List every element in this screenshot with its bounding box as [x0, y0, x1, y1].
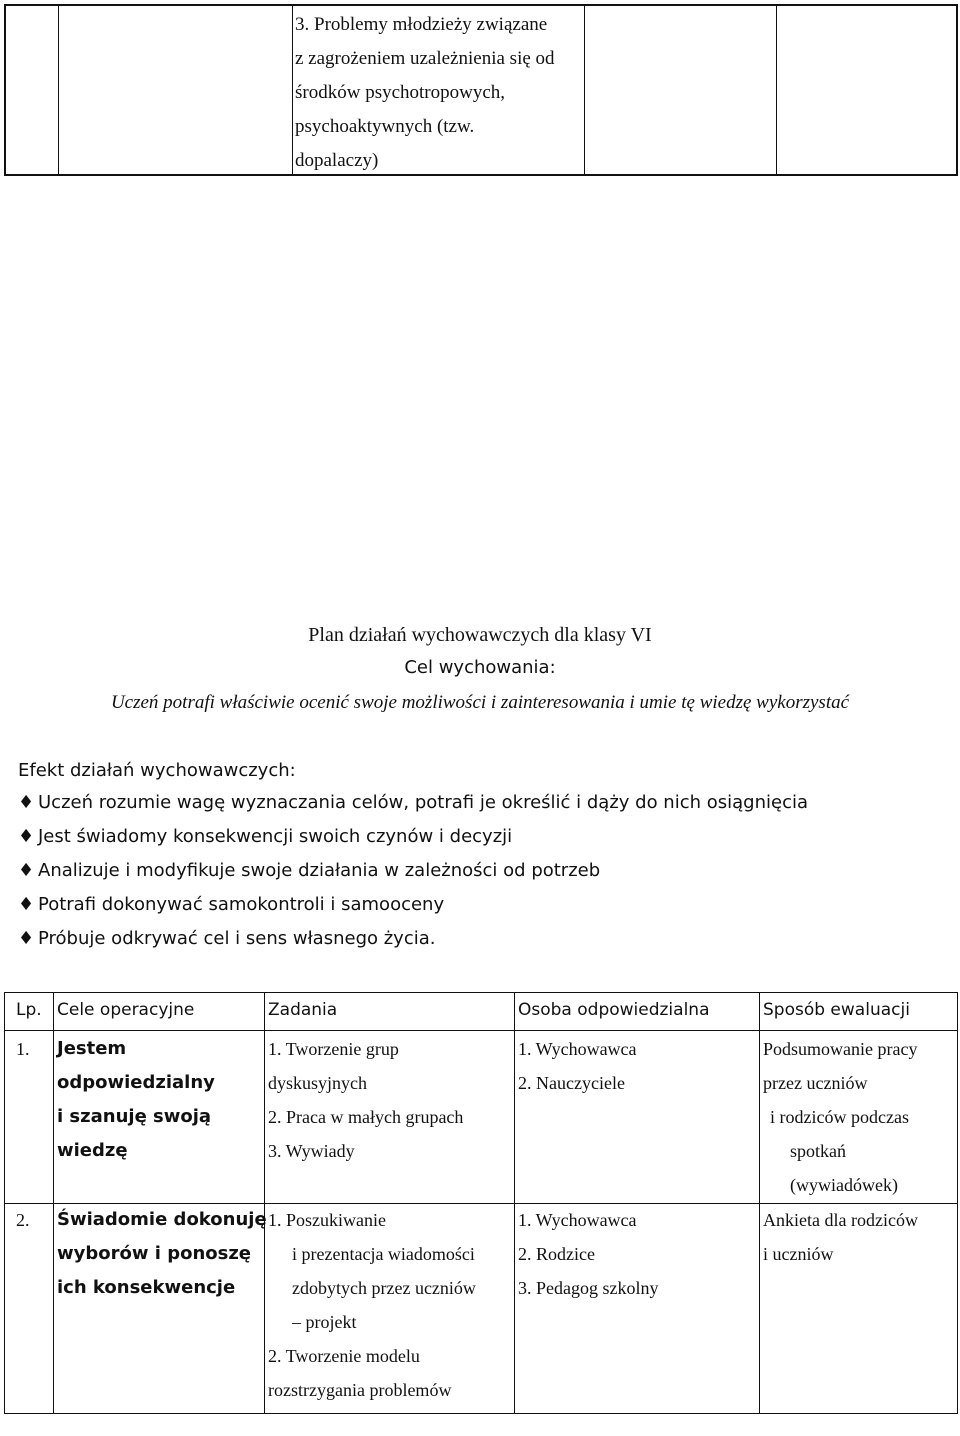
- header-zadania: Zadania: [268, 1000, 338, 1020]
- diamond-bullet-icon: ♦: [18, 894, 35, 915]
- list-item: ♦ Jest świadomy konsekwencji swoich czynów i decyzji: [18, 820, 808, 854]
- diamond-bullet-icon: ♦: [18, 928, 35, 949]
- list-item: ♦ Uczeń rozumie wagę wyznaczania celów, potrafi je określić i dąży do nich osiągnięcia: [18, 786, 808, 820]
- row1-lp: 1.: [16, 1039, 30, 1059]
- cell-line: psychoaktywnych (tzw.: [295, 116, 475, 137]
- list-item: ♦ Potrafi dokonywać samokontroli i samooceny: [18, 888, 808, 922]
- list-item: ♦ Próbuje odkrywać cel i sens własnego życia.: [18, 922, 808, 956]
- table-divider: [292, 6, 293, 174]
- diamond-bullet-icon: ♦: [18, 792, 35, 813]
- row2-osoba: 1. Wychowawca 2. Rodzice 3. Pedagog szkolny: [518, 1210, 659, 1298]
- row2-cele: Świadomie dokonuję wyborów i ponoszę ich konsekwencje: [57, 1209, 267, 1298]
- row2-ewaluacja: Ankieta dla rodziców i uczniów: [763, 1210, 918, 1264]
- table-divider: [58, 6, 59, 174]
- table-divider: [776, 6, 777, 174]
- table-header-divider: [4, 1030, 958, 1031]
- row2-lp: 2.: [16, 1210, 30, 1230]
- goal-text: Uczeń potrafi właściwie ocenić swoje możliwości i zainteresowania i umie tę wiedzę wykorzystać: [110, 692, 850, 713]
- row1-cele: Jestem odpowiedzialny i szanuję swoją wiedzę: [57, 1038, 215, 1161]
- header-osoba: Osoba odpowiedzialna: [518, 1000, 710, 1020]
- row2-zadania: 1. Poszukiwanie i prezentacja wiadomości zdobytych przez uczniów – projekt 2. Tworzenie modelu rozstrzygania problemów: [268, 1210, 476, 1400]
- effects-label: Efekt działań wychowawczych:: [18, 760, 296, 781]
- effects-list: [18, 786, 808, 956]
- header-lp: Lp.: [16, 1000, 42, 1020]
- cell-line: środków psychotropowych,: [295, 82, 506, 103]
- goal-label: Cel wychowania:: [404, 657, 556, 678]
- row1-ewaluacja: Podsumowanie pracy przez uczniów i rodziców podczas spotkań (wywiadówek): [763, 1039, 918, 1195]
- diamond-bullet-icon: ♦: [18, 860, 35, 881]
- cell-line: dopalaczy): [295, 150, 379, 171]
- list-item: ♦ Analizuje i modyfikuje swoje działania w zależności od potrzeb: [18, 854, 808, 888]
- cell-line: 3. Problemy młodzieży związane: [295, 14, 548, 35]
- top-table-cell: [295, 8, 585, 178]
- header-cele: Cele operacyjne: [57, 1000, 195, 1020]
- row1-zadania: 1. Tworzenie grup dyskusyjnych 2. Praca w małych grupach 3. Wywiady: [268, 1039, 464, 1161]
- cell-line: z zagrożeniem uzależnienia się od: [295, 48, 555, 69]
- header-ewaluacja: Sposób ewaluacji: [763, 1000, 910, 1020]
- diamond-bullet-icon: ♦: [18, 826, 35, 847]
- row1-osoba: 1. Wychowawca 2. Nauczyciele: [518, 1039, 637, 1093]
- plan-title: Plan działań wychowawczych dla klasy VI: [308, 624, 652, 646]
